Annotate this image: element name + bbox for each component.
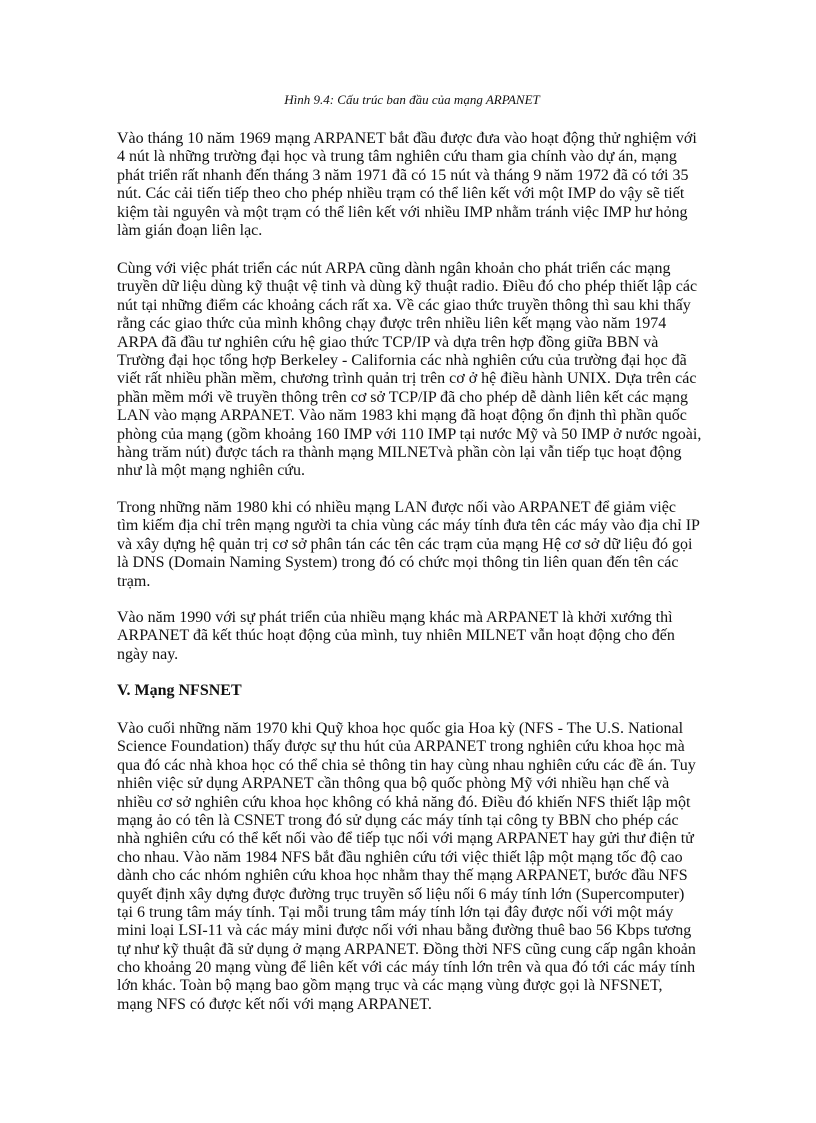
text-line: Trong những năm 1980 khi có nhiều mạng LAN được nối vào ARPANET để giảm việc (117, 499, 676, 516)
text-line: 4 nút là những trường đại học và trung tâm nghiên cứu tham gia chính vào dự án, mạng (117, 148, 677, 166)
text-line: kiệm tài nguyên và một trạm có thể liên kết với nhiều IMP nhằm tránh việc IMP hư hỏng (117, 203, 688, 221)
text-line: mini loại LSI-11 và các máy mini được nối với nhau bằng đường thuê bao 56 Kbps tương (117, 922, 692, 940)
text-line: nút. Các cải tiến tiếp theo cho phép nhiều trạm có thể liên kết với một IMP do vậy sẽ tiết (117, 185, 685, 203)
text-line: ARPA đã đầu tư nghiên cứu hệ giao thức TCP/IP và dựa trên hợp đồng giữa BBN và (117, 333, 659, 351)
text-line: phát triển rất nhanh đến tháng 3 năm 1971 đã có 15 nút và tháng 9 năm 1972 đã có tới 35 (117, 166, 689, 184)
text-line: qua đó các nhà khoa học có thể chia sẻ thông tin hay cùng nhau nghiên cứu các đề án. Tuy (117, 756, 696, 774)
text-line: phòng của mạng (gồm khoảng 160 IMP với 110 IMP tại nước Mỹ và 50 IMP ở nước ngoài, (117, 425, 702, 443)
text-line: cho khoảng 20 mạng vùng để liên kết với các máy tính lớn trên và qua đó tới các máy tính (117, 959, 696, 977)
text-line: truyền dữ liệu dùng kỹ thuật vệ tinh và dùng kỹ thuật radio. Điều đó cho phép thiết lập các (117, 278, 698, 296)
text-line: Science Foundation) thấy được sự thu hút của ARPANET trong nghiên cứu khoa học mà (117, 738, 685, 756)
text-line: mạng NFS có được kết nối với mạng ARPANET. (117, 995, 432, 1013)
paragraph-arpanet-end (117, 609, 727, 664)
text-line: quyết định xây dựng được đường trục truyền số liệu nối 6 máy tính lớn (Supercomputer) (117, 885, 685, 903)
text-line: Trường đại học tổng hợp Berkeley - California các nhà nghiên cứu của trường đại học đã (117, 351, 687, 369)
text-line: Vào năm 1990 với sự phát triển của nhiều mạng khác mà ARPANET là khởi xướng thì (117, 609, 673, 626)
paragraph-dns (117, 499, 727, 591)
text-line: nhiên việc sử dụng ARPANET cần thông qua bộ quốc phòng Mỹ với nhiều hạn chế và (117, 775, 670, 793)
paragraph-arpanet-launch (117, 130, 727, 240)
text-line: nút tại những điểm các khoảng cách rất xa. Về các giao thức truyền thông thì sau khi thấy (117, 296, 691, 314)
text-line: viết rất nhiều phần mềm, chương trình quản trị trên cơ ở hệ điều hành UNIX. Dựa trên các (117, 370, 697, 388)
text-line: rằng các giao thức của mình không chạy được trên nhiều liên kết mạng vào năm 1974 (117, 315, 667, 333)
text-line: Vào cuối những năm 1970 khi Quỹ khoa học quốc gia Hoa kỳ (NFS - The U.S. National (117, 720, 684, 737)
text-line: Cùng với việc phát triển các nút ARPA cũng dành ngân khoản cho phát triển các mạng (117, 260, 671, 277)
paragraph-arpa-development (117, 260, 727, 481)
text-line: nhà nghiên cứu có thể kết nối vào để tiếp tục nối với mạng ARPANET hay gửi thư điện tử (117, 830, 694, 848)
text-line: ARPANET đã kết thúc hoạt động của mình, tuy nhiên MILNET vẫn hoạt động cho đến (117, 627, 675, 645)
text-line: Vào tháng 10 năm 1969 mạng ARPANET bắt đầu được đưa vào hoạt động thử nghiệm với (117, 130, 697, 147)
text-line: LAN vào mạng ARPANET. Vào năm 1983 khi mạng đã hoạt động ổn định thì phần quốc (117, 407, 687, 425)
text-line: dành cho các nhóm nghiên cứu khoa học nhằm thay thế mạng ARPANET, bước đầu NFS (117, 867, 688, 885)
text-line: trạm. (117, 572, 151, 590)
text-line: tìm kiếm địa chỉ trên mạng người ta chia vùng các máy tính đưa tên các máy vào địa chỉ IP (117, 517, 700, 535)
text-line: ngày nay. (117, 645, 179, 663)
text-line: như là một mạng nghiên cứu. (117, 462, 305, 480)
text-line: lớn khác. Toàn bộ mạng bao gồm mạng trục và các mạng vùng được gọi là NFSNET, (117, 977, 663, 995)
section-heading: V. Mạng NFSNET (117, 682, 242, 699)
text-line: và xây dựng hệ quản trị cơ sở phân tán các tên các trạm của mạng Hệ cơ sở dữ liệu đó gọi (117, 535, 693, 553)
paragraph-nfsnet (117, 720, 727, 1014)
text-line: cho nhau. Vào năm 1984 NFS bắt đầu nghiên cứu tới việc thiết lập một mạng tốc độ cao (117, 848, 683, 866)
text-line: tại 6 trung tâm máy tính. Tại mỗi trung tâm máy tính lớn tại đây được nối với một máy (117, 903, 674, 921)
text-line: mạng ảo có tên là CSNET trong đó sử dụng các máy tính tại công ty BBN cho phép các (117, 811, 679, 829)
text-line: làm gián đoạn liên lạc. (117, 221, 263, 239)
text-line: nhiều cơ sở nghiên cứu khoa học không có khả năng đó. Điều đó khiến NFS thiết lập một (117, 793, 691, 811)
text-line: hàng trăm nút) được tách ra thành mạng MILNETvà phần còn lại vẫn tiếp tục hoạt động (117, 443, 682, 461)
text-line: tự như kỹ thuật đã sử dụng ở mạng ARPANET. Đồng thời NFS cũng cung cấp ngân khoản (117, 940, 696, 958)
text-line: phần mềm mới về truyền thông trên cơ sở TCP/IP đã cho phép dễ dành liên kết các mạng (117, 388, 689, 406)
text-line: là DNS (Domain Naming System) trong đó có chức mọi thông tin liên quan đến tên các (117, 554, 679, 572)
figure-caption: Hình 9.4: Cấu trúc ban đầu của mạng ARPANET (284, 92, 540, 107)
